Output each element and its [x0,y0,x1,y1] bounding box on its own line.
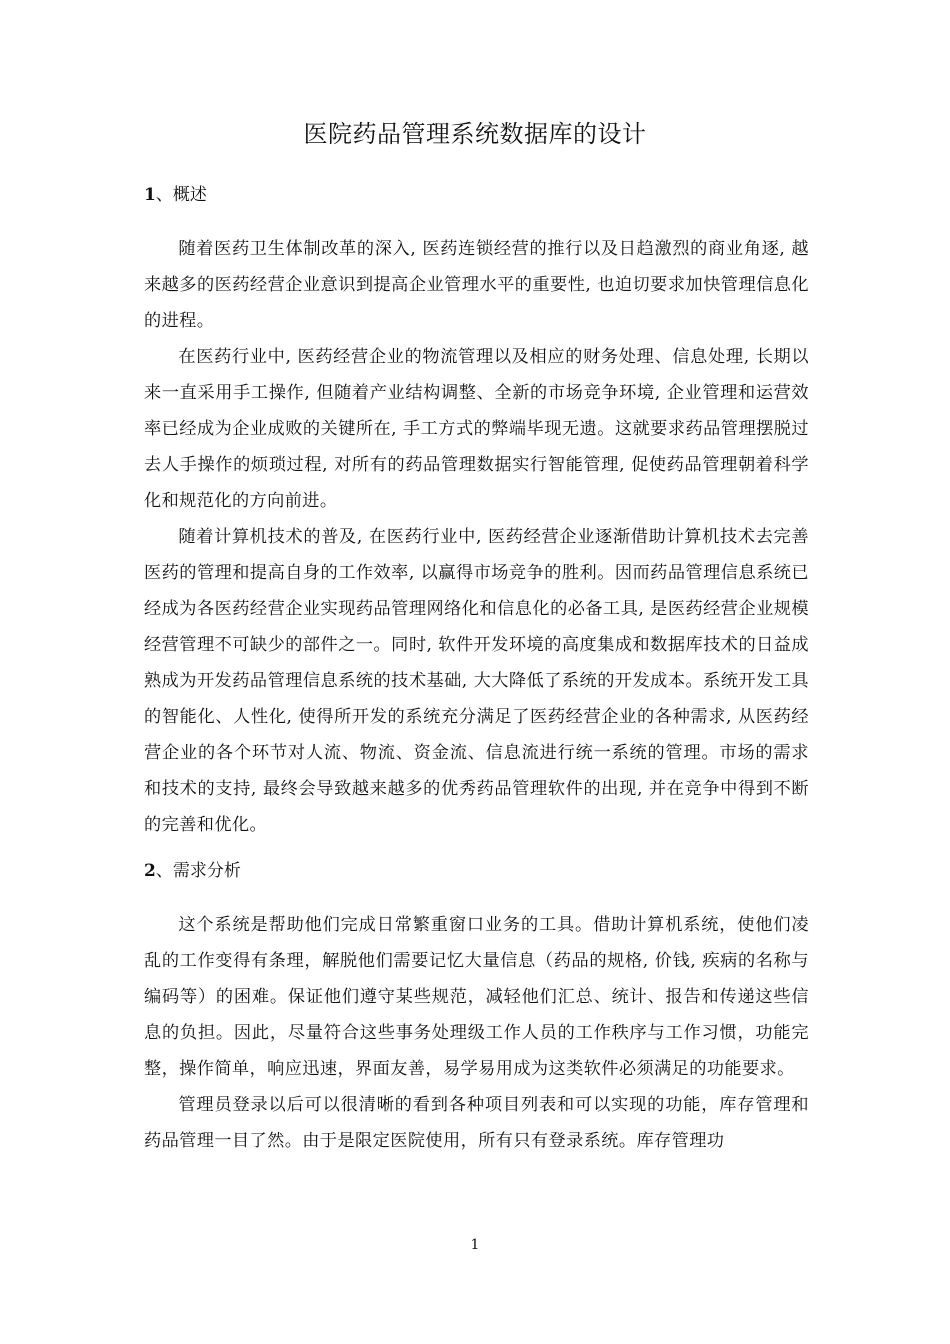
paragraph: 管理员登录以后可以很清晰的看到各种项目列表和可以实现的功能，库存管理和药品管理一目了然。由于是限定医院使用，所有只有登录系统。库存管理功 [144,1095,809,1151]
section-heading-requirements [144,853,809,889]
paragraph: 在医药行业中, 医药经营企业的物流管理以及相应的财务处理、信息处理, 长期以来一直采用手工操作, 但随着产业结构调整、全新的市场竞争环境, 企业管理和运营效率已经成为企业成败的关键所在, 手工方式的弊端毕现无遗。这就要求药品管理摆脱过去人手操作的烦琐过程, 对所有的药品管理数据实行智能管理, 促使药品管理朝着科学化和规范化的方向前进。 [144,347,809,511]
document-title: 医院药品管理系统数据库的设计 [303,120,647,148]
section-number: 2 [144,861,156,881]
section-number: 1 [144,185,156,205]
paragraph: 随着计算机技术的普及, 在医药行业中, 医药经营企业逐渐借助计算机技术去完善医药的管理和提高自身的工作效率, 以赢得市场竞争的胜利。因而药品管理信息系统已经成为各医药经营企业实现药品管理网络化和信息化的必备工具, 是医药经营企业规模经营管理不可缺少的部件之一。同时, 软件开发环境的高度集成和数据库技术的日益成熟成为开发药品管理信息系统的技术基础, 大大降低了系统的开发成本。系统开发工具的智能化、人性化, 使得所开发的系统充分满足了医药经营企业的各种需求, 从医药经营企业的各个环节对人流、物流、资金流、信息流进行统一系统的管理。市场的需求和技术的支持, 最终会导致越来越多的优秀药品管理软件的出现, 并在竞争中得到不断的完善和优化。 [144,527,809,835]
paragraph: 这个系统是帮助他们完成日常繁重窗口业务的工具。借助计算机系统，使他们凌乱的工作变得有条理，解脱他们需要记忆大量信息（药品的规格, 价钱, 疾病的名称与编码等）的困难。保证他们遵守某些规范，减轻他们汇总、统计、报告和传递这些信息的负担。因此，尽量符合这些事务处理级工作人员的工作秩序与工作习惯，功能完整，操作简单，响应迅速，界面友善，易学易用成为这类软件必须满足的功能要求。 [144,915,809,1079]
document-body [144,177,809,1159]
page-number: 1 [470,1237,480,1253]
section-label: 、需求分析 [155,861,241,881]
section-heading-overview [144,177,809,213]
section-spacer [144,843,809,853]
paragraph: 随着医药卫生体制改革的深入, 医药连锁经营的推行以及日趋激烈的商业角逐, 越来越多的医药经营企业意识到提高企业管理水平的重要性, 也迫切要求加快管理信息化的进程。 [144,239,809,331]
section-label: 、概述 [155,185,207,205]
